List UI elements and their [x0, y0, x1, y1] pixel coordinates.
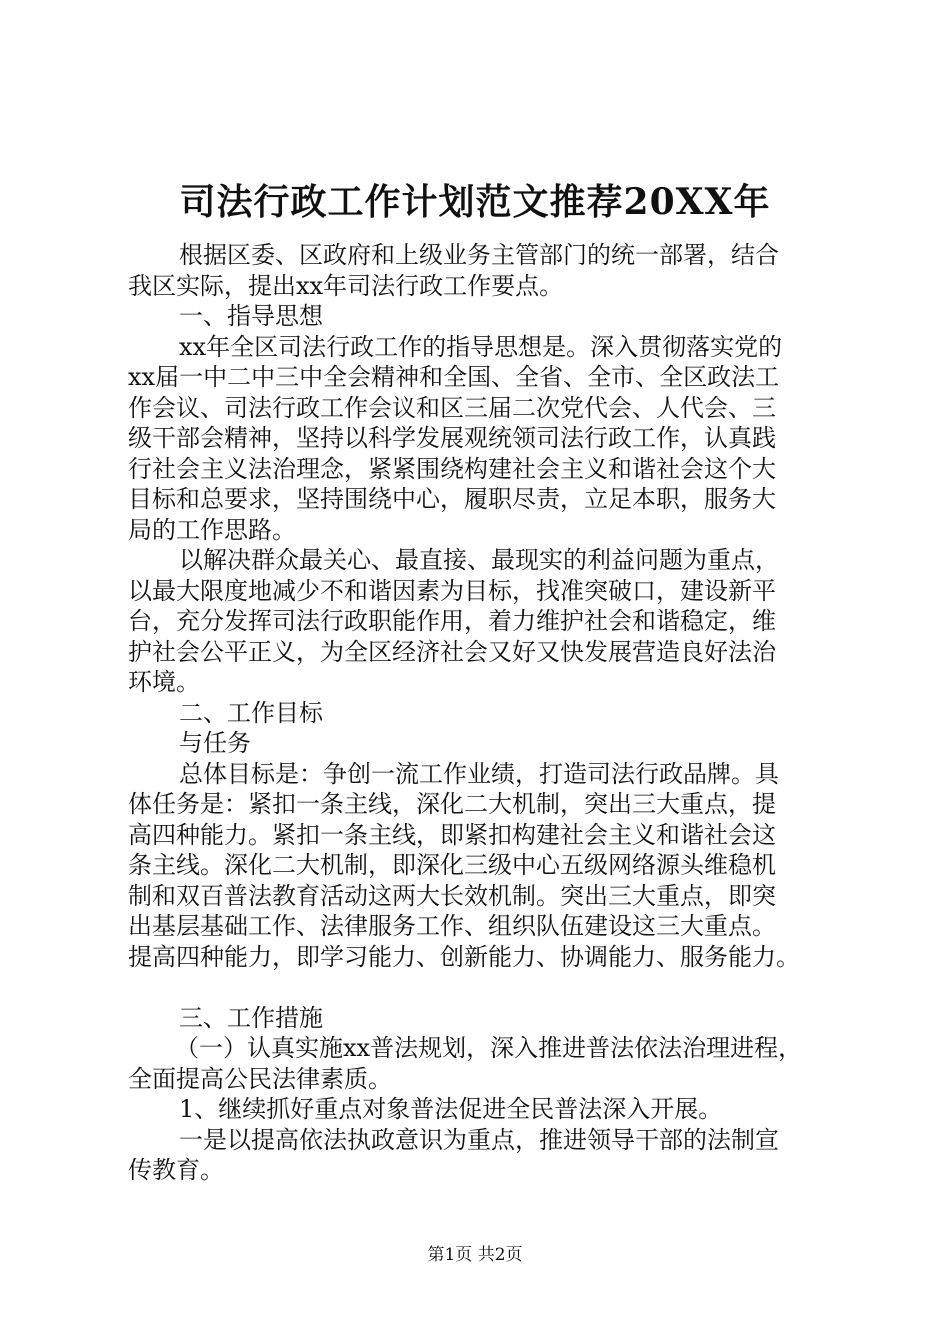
text-line: 局的工作思路。 — [128, 515, 296, 544]
blank-line — [128, 972, 848, 1003]
text-line: 目标和总要求，坚持围绕中心，履职尽责，立足本职，服务大 — [128, 485, 776, 513]
text-line: 作会议、司法行政工作会议和区三届二次党代会、人代会、三 — [128, 393, 776, 422]
text-line: 护社会公平正义，为全区经济社会又好又快发展营造良好法治 — [128, 637, 776, 666]
text-line: （一）认真实施xx普法规划，深入推进普法依法治理进程， — [175, 1034, 803, 1062]
text-line: 与任务 — [179, 729, 251, 757]
text-line: 高四种能力。紧扣一条主线，即紧扣构建社会主义和谐社会这 — [128, 820, 776, 849]
text-line: 二、工作目标 — [179, 698, 323, 727]
text-line: 出基层基础工作、法律服务工作、组织队伍建设这三大重点。 — [128, 912, 776, 940]
text-line: 一、指导思想 — [179, 302, 323, 330]
text-line: xx年全区司法行政工作的指导思想是。深入贯彻落实党的 — [179, 332, 783, 361]
text-line: 全面提高公民法律素质。 — [128, 1064, 392, 1093]
text-line: 根据区委、区政府和上级业务主管部门的统一部署，结合 — [179, 241, 779, 269]
text-line: 我区实际，提出xx年司法行政工作要点。 — [128, 271, 564, 300]
text-line: 以解决群众最关心、最直接、最现实的利益问题为重点， — [179, 546, 779, 574]
text-line: 行社会主义法治理念，紧紧围绕构建社会主义和谐社会这个大 — [128, 454, 776, 483]
text-line: 总体目标是：争创一流工作业绩，打造司法行政品牌。具 — [179, 759, 779, 788]
text-line: 台，充分发挥司法行政职能作用，着力维护社会和谐稳定，维 — [128, 607, 776, 635]
text-line: 提高四种能力，即学习能力、创新能力、协调能力、服务能力。 — [128, 942, 800, 971]
text-line: 三、工作措施 — [179, 1003, 323, 1032]
text-line: 传教育。 — [128, 1156, 224, 1184]
text-line: 体任务是：紧扣一条主线，深化二大机制，突出三大重点，提 — [128, 790, 776, 818]
text-line: 1、继续抓好重点对象普法促进全民普法深入开展。 — [179, 1095, 723, 1123]
text-line: 条主线。深化二大机制，即深化三级中心五级网络源头维稳机 — [128, 851, 776, 879]
page-footer: 第1页 共2页 — [427, 1245, 523, 1265]
text-line: 以最大限度地减少不和谐因素为目标，找准突破口，建设新平 — [128, 576, 776, 605]
document-body — [128, 240, 848, 1186]
text-line: 一是以提高依法执政意识为重点，推进领导干部的法制宣 — [179, 1125, 779, 1154]
text-line: 制和双百普法教育活动这两大长效机制。突出三大重点，即突 — [128, 881, 776, 910]
document-title: 司法行政工作计划范文推荐20XX年 — [179, 181, 771, 223]
text-line: xx届一中二中三中全会精神和全国、全省、全市、全区政法工 — [128, 363, 780, 391]
text-line: 环境。 — [128, 668, 200, 696]
text-line: 级干部会精神，坚持以科学发展观统领司法行政工作，认真践 — [128, 424, 776, 452]
